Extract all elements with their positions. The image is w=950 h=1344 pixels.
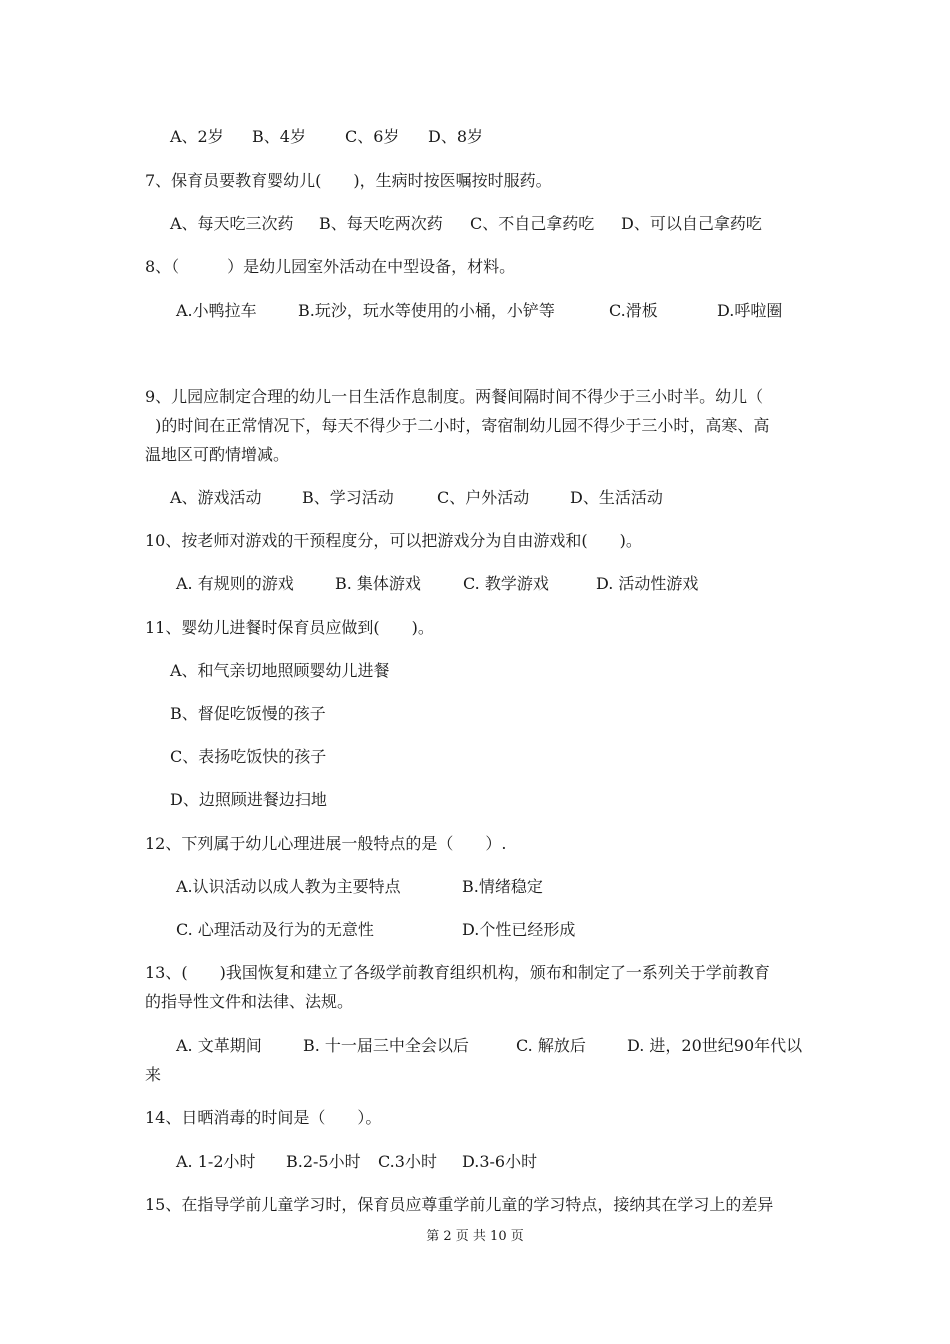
option-c: C.滑板	[609, 301, 658, 320]
option-a: A. 文革期间	[176, 1036, 262, 1055]
option-d: D、生活活动	[570, 488, 663, 507]
q11-option-a: A、和气亲切地照顾婴幼儿进餐	[170, 661, 390, 680]
option-c: C、户外活动	[437, 488, 530, 507]
option-c: C、不自己拿药吃	[470, 214, 595, 233]
q11-option-c: C、表扬吃饭快的孩子	[170, 747, 327, 766]
option-c: C、6岁	[345, 127, 400, 146]
option-b: B. 集体游戏	[335, 574, 421, 593]
question-13-line-2: 的指导性文件和法律、法规。	[145, 992, 354, 1011]
option-a: A.小鸭拉车	[176, 301, 257, 320]
option-c: C. 解放后	[516, 1036, 586, 1055]
option-d: D.呼啦圈	[717, 301, 783, 320]
option-b: B. 十一届三中全会以后	[303, 1036, 469, 1055]
question-15-line-1: 15、在指导学前儿童学习时，保育员应尊重学前儿童的学习特点，接纳其在学习上的差异	[145, 1195, 774, 1214]
option-a: A、2岁	[170, 127, 224, 146]
question-13-line-1: 13、( )我国恢复和建立了各级学前教育组织机构，颁布和制定了一系列关于学前教育	[145, 963, 770, 982]
option-a: A、每天吃三次药	[170, 214, 294, 233]
question-7: 7、保育员要教育婴幼儿( )，生病时按医嘱按时服药。	[145, 171, 552, 190]
question-12: 12、下列属于幼儿心理进展一般特点的是（ ）.	[145, 834, 507, 853]
q13-option-d-wrap: 来	[145, 1065, 162, 1084]
question-8: 8、（ ）是幼儿园室外活动在中型设备，材料。	[145, 257, 516, 276]
option-d: D、可以自己拿药吃	[621, 214, 762, 233]
question-9-line-3: 温地区可酌情增减。	[145, 445, 290, 464]
option-a: A. 有规则的游戏	[176, 574, 294, 593]
option-b: B.2-5小时	[286, 1152, 361, 1171]
option-a: A. 1-2小时	[176, 1152, 256, 1171]
option-c: C. 心理活动及行为的无意性	[176, 920, 374, 939]
page-footer: 第 2 页 共 10 页	[426, 1229, 524, 1244]
option-c: C.3小时	[378, 1152, 437, 1171]
option-d: D、8岁	[428, 127, 484, 146]
option-d: D.3-6小时	[462, 1152, 538, 1171]
option-b: B、学习活动	[302, 488, 394, 507]
option-c: C. 教学游戏	[463, 574, 549, 593]
q11-option-b: B、督促吃饭慢的孩子	[170, 704, 326, 723]
question-9-line-2: )的时间在正常情况下，每天不得少于二小时，寄宿制幼儿园不得少于三小时，高寒、高	[145, 416, 770, 435]
option-b: B、4岁	[252, 127, 306, 146]
option-a: A.认识活动以成人教为主要特点	[176, 877, 401, 896]
question-9-line-1: 9、儿园应制定合理的幼儿一日生活作息制度。两餐间隔时间不得少于三小时半。幼儿（	[145, 387, 764, 406]
option-b: B.情绪稳定	[462, 877, 543, 896]
option-b: B.玩沙，玩水等使用的小桶，小铲等	[298, 301, 555, 320]
option-d: D. 进，20世纪90年代以	[627, 1036, 803, 1055]
option-d: D. 活动性游戏	[596, 574, 699, 593]
question-10: 10、按老师对游戏的干预程度分，可以把游戏分为自由游戏和( )。	[145, 531, 642, 550]
option-b: B、每天吃两次药	[319, 214, 443, 233]
option-d: D.个性已经形成	[462, 920, 576, 939]
q11-option-d: D、边照顾进餐边扫地	[170, 790, 327, 809]
question-14: 14、日晒消毒的时间是（ ）。	[145, 1108, 382, 1127]
question-11: 11、婴幼儿进餐时保育员应做到( )。	[145, 618, 434, 637]
option-a: A、游戏活动	[170, 488, 262, 507]
